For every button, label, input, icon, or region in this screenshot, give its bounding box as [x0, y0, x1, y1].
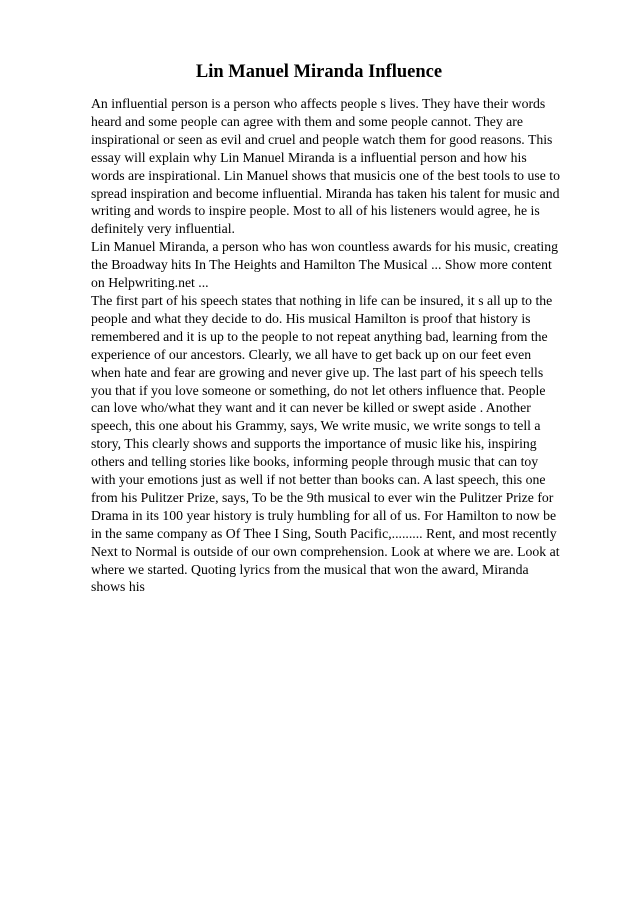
document-body [91, 95, 560, 596]
document-title: Lin Manuel Miranda Influence [195, 62, 443, 82]
paragraph-intro: An influential person is a person who affects people s lives. They have their words heard and some people can agree with them and some people cannot. They are inspirational or seen as evil and cruel and people watch them for good reasons. This essay will explain why Lin Manuel Miranda is a influential person and how his words are inspirational. Lin Manuel shows that musicis one of the best tools to use to spread inspiration and become influential. Miranda has taken his talent for music and writing and words to inspire people. Most to all of his listeners would agree, he is definitely very influential. [91, 96, 560, 237]
paragraph-speech: The first part of his speech states that nothing in life can be insured, it s all up to the people and what they decide to do. His musical Hamilton is proof that history is remembered and it is up to the people to not repeat anything bad, learning from the experience of our ancestors. Clearly, we all have to get back up on our feet even when hate and fear are growing and never give up. The last part of his speech tells you that if you love someone or something, do not let others influence that. People can love who/what they want and it can never be killed or swept aside . Another speech, this one about his Grammy, says, We write music, we write songs to tell a story, This clearly shows and supports the importance of music like his, inspiring others and telling stories like books, informing people through music that can toy with your emotions just as well if not better than books can. A last speech, this one from his Pulitzer Prize, says, To be the 9th musical to ever win the Pulitzer Prize for Drama in its 100 year history is truly humbling for all of us. For Hamilton to now be in the same company as Of Thee I Sing, South Pacific,......... Rent, and most recently Next to Normal is outside of our own comprehension. Look at where we are. Look at where we started. Quoting lyrics from the musical that won the award, Miranda shows his [91, 292, 560, 595]
paragraph-excerpt: Lin Manuel Miranda, a person who has won countless awards for his music, creating the Broadway hits In The Heights and Hamilton The Musical ... Show more content on Helpwriting.net ... [91, 239, 559, 291]
